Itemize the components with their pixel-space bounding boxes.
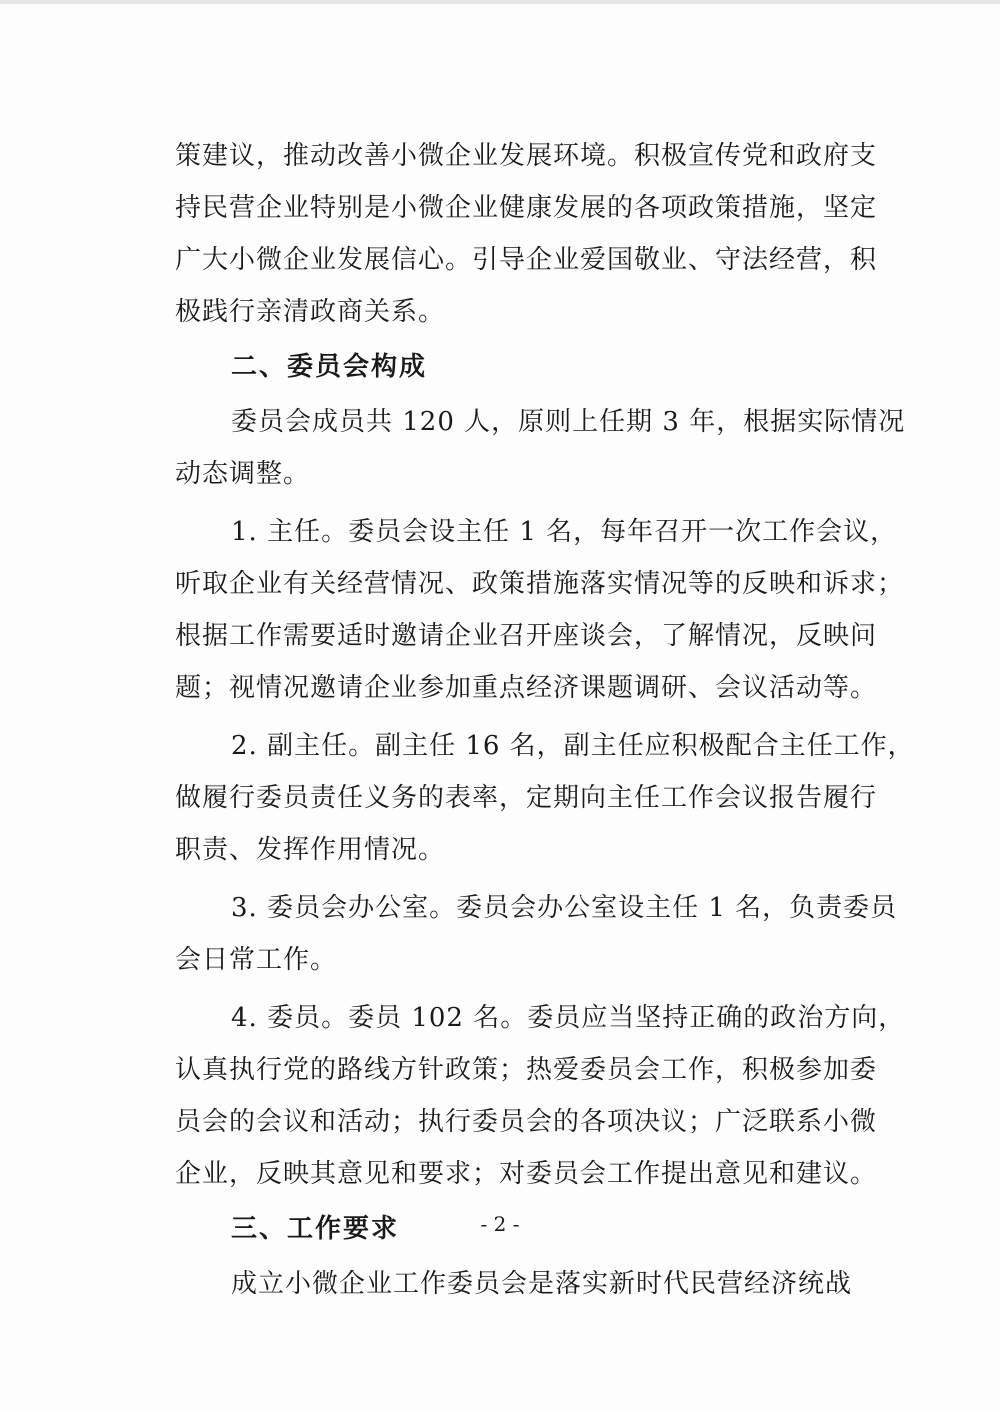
- text-line: 极践行亲清政商关系。: [175, 297, 446, 327]
- text-line: 听取企业有关经营情况、政策措施落实情况等的反映和诉求；: [175, 569, 905, 599]
- paragraph-item-3: [175, 882, 898, 986]
- text-line: 动态调整。: [175, 459, 311, 489]
- paragraph-closing: [175, 1258, 853, 1310]
- text-line: 2. 副主任。副主任 16 名，副主任应积极配合主任工作，: [231, 731, 915, 761]
- text-line: 策建议，推动改善小微企业发展环境。积极宣传党和政府支: [175, 141, 878, 171]
- paragraph-continuation: [175, 130, 878, 338]
- text-line: 认真执行党的路线方针政策；热爱委员会工作，积极参加委: [175, 1055, 878, 1085]
- paragraph-item-2: [175, 720, 915, 876]
- text-line: 企业，反映其意见和要求；对委员会工作提出意见和建议。: [175, 1159, 878, 1189]
- section-heading-2: 二、委员会构成: [231, 352, 428, 382]
- text-line: 持民营企业特别是小微企业健康发展的各项政策措施，坚定: [175, 193, 878, 223]
- text-line: 3. 委员会办公室。委员会办公室设主任 1 名，负责委员: [231, 893, 898, 923]
- text-line: 员会的会议和活动；执行委员会的各项决议；广泛联系小微: [175, 1107, 878, 1137]
- text-line: 题；视情况邀请企业参加重点经济课题调研、会议活动等。: [175, 673, 878, 703]
- page-number: - 2 -: [480, 1212, 520, 1236]
- text-line: 广大小微企业发展信心。引导企业爱国敬业、守法经营，积: [175, 245, 878, 275]
- text-line: 委员会成员共 120 人，原则上任期 3 年，根据实际情况: [231, 407, 906, 437]
- document-body: [175, 130, 915, 1310]
- text-line: 1. 主任。委员会设主任 1 名，每年召开一次工作会议，: [231, 517, 898, 547]
- text-line: 根据工作需要适时邀请企业召开座谈会，了解情况，反映问: [175, 621, 878, 651]
- text-line: 做履行委员责任义务的表率，定期向主任工作会议报告履行: [175, 783, 878, 813]
- text-line: 4. 委员。委员 102 名。委员应当坚持正确的政治方向，: [231, 1003, 906, 1033]
- paragraph-item-4: [175, 992, 906, 1200]
- section-heading-3: 三、工作要求: [231, 1214, 400, 1244]
- scan-edge: [0, 0, 1000, 4]
- paragraph-item-1: [175, 506, 905, 714]
- text-line: 职责、发挥作用情况。: [175, 835, 446, 865]
- text-line: 成立小微企业工作委员会是落实新时代民营经济统战: [231, 1269, 853, 1299]
- paragraph-intro: [175, 396, 906, 500]
- text-line: 会日常工作。: [175, 945, 338, 975]
